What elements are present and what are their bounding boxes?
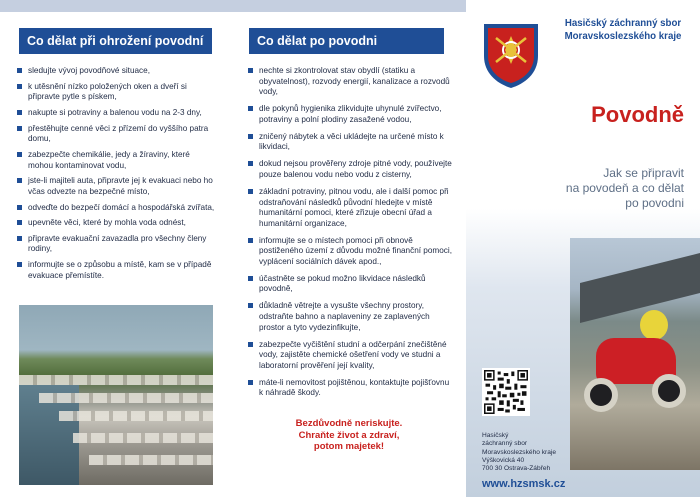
list-item: zničený nábytek a věci ukládejte na určené místo k likvidaci, <box>248 132 452 153</box>
warning-line: potom majetek! <box>313 441 385 453</box>
left-panel-header: Co dělat při ohrožení povodní <box>19 28 212 54</box>
fire-rescue-emblem-icon <box>480 20 542 90</box>
org-name-line: Moravskoslezského kraje <box>564 31 682 42</box>
qr-code-icon <box>482 368 530 416</box>
sandbag-row <box>19 375 213 385</box>
brochure-title: Povodně <box>591 102 684 127</box>
debris-shape <box>580 253 700 323</box>
after-flood-list <box>248 66 452 405</box>
list-item: nechte si zkontrolovat stav obydlí (statiku a obyvatelnost), rozvody energií, kanalizace a rozvodů vody, <box>248 66 452 98</box>
before-flood-list <box>17 66 215 286</box>
safety-warning <box>249 418 449 453</box>
cover-panel <box>466 0 700 497</box>
list-item: základní potraviny, pitnou vodu, ale i další pomoc při odstraňování následků původní hledejte v místě humanitární pomoci, které zřizuje obecní úřad a humanitární organizace, <box>248 187 452 229</box>
middle-panel <box>233 12 466 497</box>
address-line: Výškovická 40 <box>482 456 525 464</box>
contact-address <box>482 432 612 473</box>
list-item: nakupte si potraviny a balenou vodu na 2-3 dny, <box>17 108 215 119</box>
address-line: 700 30 Ostrava-Zábřeh <box>482 465 551 473</box>
list-item: upevněte věci, které by mohla voda odnést, <box>17 218 215 229</box>
list-item: důkladně větrejte a vysušte všechny prostory, odstraňte bahno a naplaveniny ze zaplavených prostor a tyto vydezinfikujte, <box>248 301 452 333</box>
top-strip <box>0 0 466 12</box>
left-panel <box>0 12 233 497</box>
warning-line: Chraňte život a zdraví, <box>298 429 400 441</box>
website-link[interactable]: www.hzsmsk.cz <box>482 478 566 490</box>
list-item: máte-li nemovitost pojištěnou, kontaktujte pojišťovnu k náhradě škody. <box>248 378 452 399</box>
toy-wheel-shape <box>652 374 686 408</box>
list-item: odveďte do bezpečí domácí a hospodářská zvířata, <box>17 203 215 214</box>
subtitle-line: na povodeň a co dělat <box>565 181 684 195</box>
list-item: účastněte se pokud možno likvidace následků povodně, <box>248 274 452 295</box>
address-line: Moravskoslezského kraje <box>482 448 557 456</box>
list-item: k utěsnění nízko položených oken a dveří si připravte pytle s pískem, <box>17 82 215 103</box>
list-item: přestěhujte cenné věci z přízemí do vyššího patra domu, <box>17 124 215 145</box>
list-item: sledujte vývoj povodňové situace, <box>17 66 215 77</box>
list-item: informujte se o místech pomoci při obnově postiženého území z důvodu možné finanční pomoci, vyplácení sociálních dávek apod., <box>248 236 452 268</box>
org-name-line: Hasičský záchranný sbor <box>564 18 682 29</box>
brochure-subtitle <box>504 166 684 211</box>
subtitle-line: po povodni <box>625 196 684 210</box>
list-item: informujte se o způsobu a místě, kam se v případě evakuace přemístíte. <box>17 260 215 281</box>
list-item: dokud nejsou prověřeny zdroje pitné vody, používejte pouze balenou vodu nebo vodu z cisterny, <box>248 159 452 180</box>
organization-name <box>550 17 696 43</box>
list-item: připravte evakuační zavazadla pro všechny členy rodiny, <box>17 234 215 255</box>
list-item: jste-li majiteli auta, připravte jej k evakuaci nebo ho včas odvezte na bezpečné místo, <box>17 176 215 197</box>
list-item: zabezpečte vyčištění studní a odčerpání znečištěné vody, zajistěte chemické ošetření vody ve studni a laboratorní prověření její kvality, <box>248 340 452 372</box>
middle-panel-header: Co dělat po povodni <box>249 28 444 54</box>
sandbag-row <box>59 411 213 421</box>
address-line: záchranný sbor <box>482 440 528 448</box>
sandbag-row <box>89 455 213 465</box>
sandbag-row <box>73 433 213 443</box>
sandbag-row <box>39 393 213 403</box>
address-line: Hasičský <box>482 432 509 439</box>
list-item: zabezpečte chemikálie, jedy a žíraviny, které mohou kontaminovat vodu, <box>17 150 215 171</box>
sandbags-photo <box>19 305 213 485</box>
toy-head-shape <box>640 310 668 340</box>
warning-line: Bezdůvodně neriskujte. <box>295 418 403 429</box>
list-item: dle pokynů hygienika zlikvidujte uhynulé zvířectvo, potraviny a polní plodiny zasažené vodou, <box>248 104 452 125</box>
subtitle-line: Jak se připravit <box>603 166 684 180</box>
toy-wheel-shape <box>584 378 618 412</box>
